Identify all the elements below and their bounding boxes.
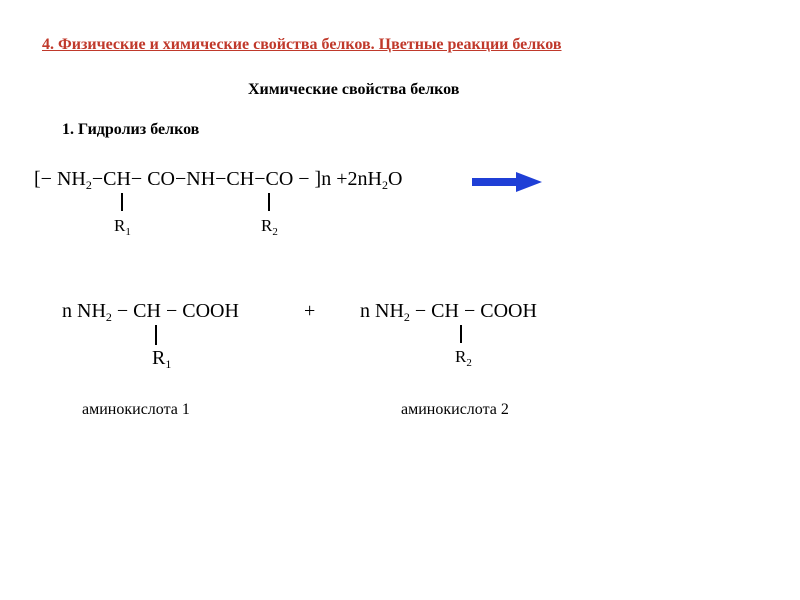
subsection-heading: 1. Гидролиз белков	[62, 121, 200, 138]
minus-sign: −	[298, 168, 310, 190]
r1-label: $R_1$	[152, 347, 172, 371]
product-amino-acid-2: n $NH_2$ − CH − COOH	[360, 300, 537, 324]
bond-line	[460, 325, 462, 343]
product-amino-acid-1: n $NH_2$ − CH − COOH	[62, 300, 239, 324]
r2-label: $R_2$	[455, 347, 472, 369]
page-title: 4. Физические и химические свойства белков. Цветные реакции белков	[42, 36, 562, 53]
reaction-formula	[34, 169, 402, 191]
bond-line	[268, 193, 270, 211]
r2-label: $R_2$	[261, 216, 278, 238]
amino-group: $NH_2$	[56, 168, 92, 192]
r1-label: $R_1$	[114, 216, 131, 238]
section-heading: Химические свойства белков	[248, 81, 460, 98]
reaction-arrow-icon	[472, 172, 544, 192]
bond-line	[155, 325, 157, 345]
caption-amino-acid-2: аминокислота 2	[401, 401, 509, 418]
ch-group-1: −CH−	[91, 168, 143, 190]
bracket-close: ]n	[314, 168, 332, 190]
bond-line	[121, 193, 123, 211]
water-term: $+2nH_2O$	[336, 168, 403, 192]
peptide-chain: CO−NH−CH−CO	[147, 168, 294, 190]
plus-sign: +	[304, 300, 316, 322]
bracket-open: [−	[34, 168, 52, 190]
caption-amino-acid-1: аминокислота 1	[82, 401, 190, 418]
